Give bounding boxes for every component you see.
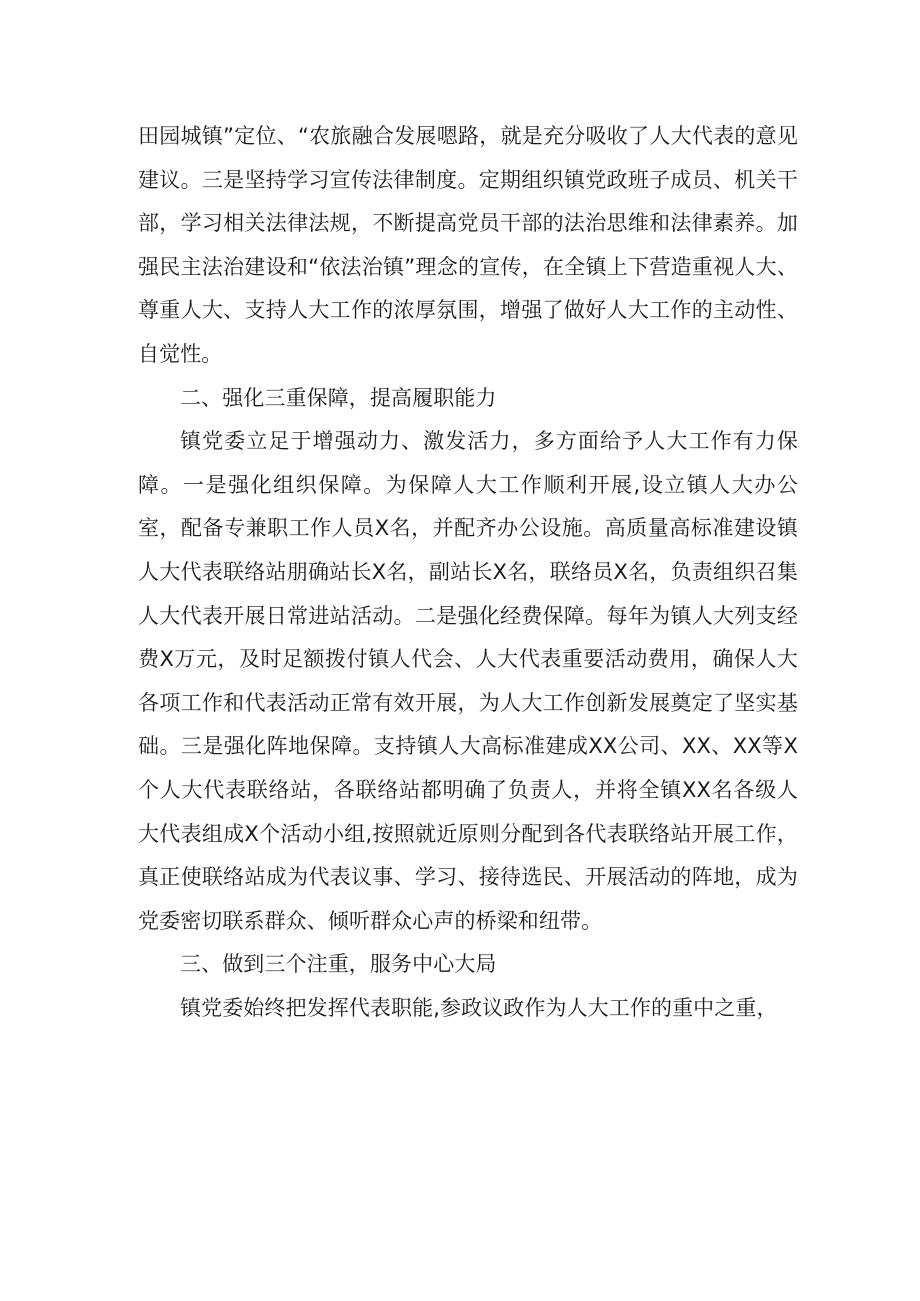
body-paragraph: 田园城镇”定位、“农旅融合发展嗯路，就是充分吸收了人大代表的意见建议。三是坚持学习宣传法律制度。定期组织镇党政班子成员、机关干部，学习相关法律法规，不断提高党员干部的法治思维和法律素养。加强民主法治建设和“依法治镇”理念的宣传，在全镇上下营造重视人大、尊重人大、支持人大工作的浓厚氛围，增强了做好人大工作的主动性、自觉性。: [138, 124, 798, 366]
body-paragraph: 镇党委始终把发挥代表职能,参政议政作为人大工作的重中之重，: [180, 995, 778, 1020]
section-heading: 三、做到三个注重，服务中心大局: [180, 952, 497, 977]
section-heading: 二、强化三重保障，提高履职能力: [180, 385, 497, 410]
document-body: [138, 115, 798, 1030]
body-paragraph: 镇党委立足于增强动力、激发活力，多方面给予人大工作有力保障。一是强化组织保障。为保障人大工作顺利开展,设立镇人大办公室，配备专兼职工作人员X名，并配齐办公设施。高质量高标准建设镇人大代表联络站朋确站长X名，副站长X名，联络员X名，负责组织召集人大代表开展日常进站活动。二是强化经费保障。每年为镇人大列支经费X万元，及时足额拨付镇人代会、人大代表重要活动费用，确保人大各项工作和代表活动正常有效开展，为人大工作创新发展奠定了坚实基础。三是强化阵地保障。支持镇人大高标准建成XX公司、XX、XX等X个人大代表联络站，各联络站都明确了负责人，并将全镇XX名各级人大代表组成X个活动小组,按照就近原则分配到各代表联络站开展工作，真正使联络站成为代表议事、学习、接待选民、开展活动的阵地，成为党委密切联系群众、倾听群众心声的桥梁和纽带。: [138, 429, 798, 933]
